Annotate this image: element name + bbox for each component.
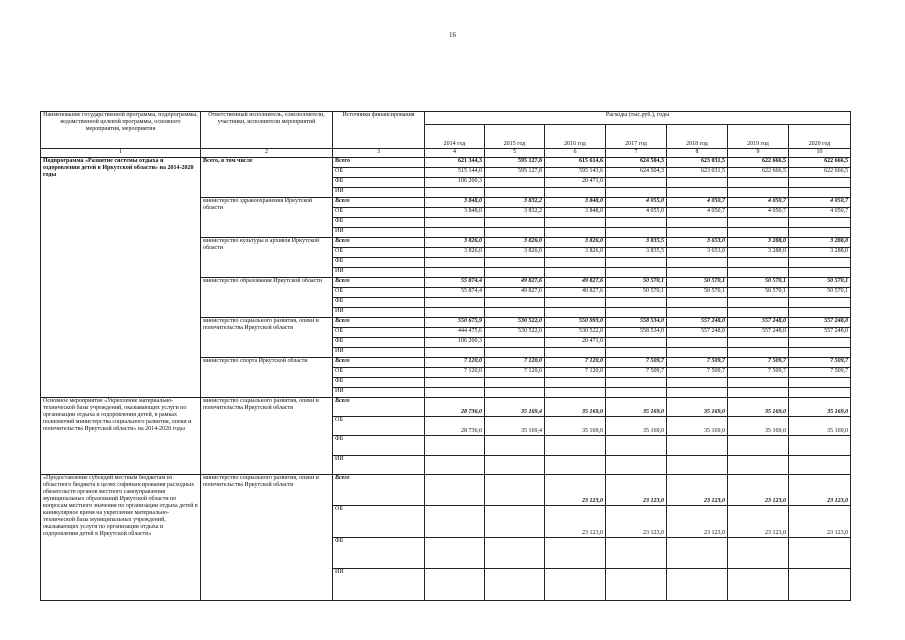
expense-value: 4 050,7 (728, 198, 789, 208)
expense-value (425, 569, 485, 601)
expense-value (485, 506, 545, 538)
expense-value: 23 123,0 (545, 506, 606, 538)
expense-value (667, 298, 728, 308)
expense-value (606, 436, 667, 455)
expense-value: 55 874,4 (425, 278, 485, 288)
expense-value: 557 248,0 (728, 318, 789, 328)
expense-value (485, 188, 545, 198)
expense-value (485, 258, 545, 268)
header-expenses: Расходы (тыс.руб.), годы (425, 112, 851, 125)
funding-source: Всего (333, 198, 425, 208)
expense-value: 3 288,0 (728, 238, 789, 248)
expense-value (485, 268, 545, 278)
expense-value: 7 120,0 (545, 358, 606, 368)
program-name: «Предоставление субсидий местным бюджетам из областного бюджета в целях софинансирования расходных обязательств органов местного самоуправления муниципальных образований Иркутской области по вопросам местного значения по организации отдыха детей в каникулярное время на укрепление материально-технической базы муниципальных учреждений, оказывающих услуги по организации отдыха и оздоровления детей в Иркутской области» (41, 474, 201, 600)
expense-value (485, 298, 545, 308)
expense-value (425, 474, 485, 506)
expense-value (667, 218, 728, 228)
expense-value (789, 436, 851, 455)
expense-value (728, 569, 789, 601)
expense-value: 558 534,0 (606, 318, 667, 328)
expense-value: 23 123,0 (789, 474, 851, 506)
expense-value (485, 218, 545, 228)
header-year: 2014 год (425, 125, 485, 149)
expense-value (667, 258, 728, 268)
expense-value (485, 348, 545, 358)
expense-value: 20 471,0 (545, 338, 606, 348)
expense-value (667, 228, 728, 238)
funding-source: ФБ (333, 338, 425, 348)
expense-value: 4 050,7 (789, 208, 851, 218)
expense-value (545, 537, 606, 569)
expense-value (545, 436, 606, 455)
funding-source: ФБ (333, 258, 425, 268)
expense-value (789, 298, 851, 308)
funding-source: ОБ (333, 368, 425, 378)
expense-value (425, 537, 485, 569)
header-row (41, 112, 851, 125)
expense-value: 4 055,0 (606, 208, 667, 218)
expense-value: 3 832,2 (485, 208, 545, 218)
table-row (41, 474, 851, 506)
expense-value (545, 268, 606, 278)
expense-value (485, 388, 545, 398)
expense-value (545, 569, 606, 601)
funding-source: Всего (333, 474, 425, 506)
expense-value (545, 308, 606, 318)
funding-source: ОБ (333, 168, 425, 178)
expense-value: 595 143,6 (545, 168, 606, 178)
expense-value (485, 338, 545, 348)
expense-value (425, 228, 485, 238)
executor-name: Всего, в том числе (201, 158, 333, 198)
expense-value: 3 835,5 (606, 238, 667, 248)
page-number: 16 (449, 31, 456, 39)
expense-value: 35 169,0 (728, 417, 789, 436)
executor-name: министерство образования Иркутской области (201, 278, 333, 318)
funding-source: ИИ (333, 268, 425, 278)
expense-value: 28 736,0 (425, 417, 485, 436)
expense-value (606, 455, 667, 474)
expense-value: 3 848,0 (425, 208, 485, 218)
expense-value: 3 832,2 (485, 198, 545, 208)
expense-value: 49 827,6 (545, 278, 606, 288)
expense-value: 23 123,0 (606, 474, 667, 506)
expense-value: 50 570,1 (606, 278, 667, 288)
expense-value: 23 123,0 (789, 506, 851, 538)
expense-value: 557 248,0 (667, 328, 728, 338)
header-year: 2018 год (667, 125, 728, 149)
expense-value: 23 123,0 (728, 506, 789, 538)
header-executor: Ответственный исполнитель, соисполнители, участники, исполнители мероприятий (201, 112, 333, 149)
funding-source: Всего (333, 318, 425, 328)
executor-name: министерство социального развития, опеки и попечительства Иркутской области (201, 318, 333, 358)
expense-value (485, 436, 545, 455)
expense-value (425, 218, 485, 228)
expense-value (789, 228, 851, 238)
expense-value (789, 268, 851, 278)
expense-value (606, 228, 667, 238)
expense-value (425, 188, 485, 198)
funding-source: Всего (333, 398, 425, 417)
executor-name: министерство здравоохранения Иркутской области (201, 198, 333, 238)
expense-value: 4 050,7 (728, 208, 789, 218)
expense-value: 23 123,0 (606, 506, 667, 538)
expense-value: 624 504,3 (606, 168, 667, 178)
expense-value (425, 388, 485, 398)
expense-value: 621 344,3 (425, 158, 485, 168)
expense-value (728, 338, 789, 348)
expense-value (789, 537, 851, 569)
expense-value (425, 298, 485, 308)
header-year: 2015 год (485, 125, 545, 149)
column-number: 6 (545, 149, 606, 158)
expense-value: 622 666,5 (728, 158, 789, 168)
expense-value: 557 248,0 (789, 318, 851, 328)
executor-name: министерство социального развития, опеки и попечительства Иркутской области (201, 398, 333, 475)
column-number: 3 (333, 149, 425, 158)
expense-value: 4 050,7 (789, 198, 851, 208)
expense-value: 550 993,0 (545, 318, 606, 328)
expense-value (728, 537, 789, 569)
expense-value (728, 268, 789, 278)
expense-value (485, 178, 545, 188)
funding-source: ИИ (333, 388, 425, 398)
expense-value (545, 378, 606, 388)
expense-value: 7 509,7 (606, 358, 667, 368)
funding-source: ОБ (333, 208, 425, 218)
expense-value (667, 188, 728, 198)
column-number: 4 (425, 149, 485, 158)
expense-value: 550 675,9 (425, 318, 485, 328)
expense-value: 7 120,0 (425, 368, 485, 378)
expense-value: 23 123,0 (667, 506, 728, 538)
expense-value: 530 522,0 (545, 328, 606, 338)
header-name: Наименование государственной программы, подпрограммы, ведомственной целевой программы, основного мероприятия, мероприятия (41, 112, 201, 149)
executor-name: министерство культуры и архивов Иркутской области (201, 238, 333, 278)
table-row (41, 398, 851, 417)
expense-value (606, 268, 667, 278)
funding-source: Всего (333, 278, 425, 288)
expense-value: 35 169,4 (485, 398, 545, 417)
expense-value (606, 378, 667, 388)
expense-value (728, 348, 789, 358)
expense-value: 4 055,0 (606, 198, 667, 208)
header-year: 2016 год (545, 125, 606, 149)
expense-value (667, 178, 728, 188)
expense-value: 622 666,5 (789, 168, 851, 178)
expense-value (485, 308, 545, 318)
expense-value (606, 308, 667, 318)
executor-name: министерство спорта Иркутской области (201, 358, 333, 398)
column-number: 9 (728, 149, 789, 158)
expense-value (545, 218, 606, 228)
expense-value: 35 169,0 (667, 398, 728, 417)
expense-value: 49 827,6 (485, 278, 545, 288)
expense-value: 4 050,7 (667, 208, 728, 218)
expense-value (606, 258, 667, 268)
expense-value (606, 218, 667, 228)
expense-value: 3 653,0 (667, 238, 728, 248)
expense-value: 35 169,0 (789, 417, 851, 436)
column-number: 7 (606, 149, 667, 158)
expense-value (789, 378, 851, 388)
expense-value (728, 258, 789, 268)
expense-value: 530 522,0 (485, 328, 545, 338)
expense-value: 7 509,7 (667, 368, 728, 378)
header-source: Источники финансирования (333, 112, 425, 149)
expense-value: 3 826,0 (485, 248, 545, 258)
expense-value (728, 228, 789, 238)
expense-value: 624 504,3 (606, 158, 667, 168)
expense-value (728, 298, 789, 308)
program-name: Подпрограмма «Развитие системы отдыха и оздоровления детей в Иркутской области» на 2014-2020 годы (41, 158, 201, 398)
expense-value: 557 248,0 (667, 318, 728, 328)
expense-value (667, 268, 728, 278)
expense-value (485, 378, 545, 388)
expense-value (667, 338, 728, 348)
funding-source: ФБ (333, 537, 425, 569)
expense-value: 28 736,0 (425, 398, 485, 417)
funding-source: ИИ (333, 308, 425, 318)
expense-value: 50 570,1 (728, 278, 789, 288)
expense-value: 7 120,0 (485, 368, 545, 378)
expense-value: 7 509,7 (728, 368, 789, 378)
expense-value (606, 569, 667, 601)
funding-source: ФБ (333, 378, 425, 388)
expense-value: 3 288,0 (789, 238, 851, 248)
expense-value: 35 169,0 (728, 398, 789, 417)
expense-value (667, 308, 728, 318)
expense-value (425, 348, 485, 358)
expense-value: 557 248,0 (789, 328, 851, 338)
expense-value (425, 378, 485, 388)
funding-source: ИИ (333, 569, 425, 601)
expense-value: 106 200,3 (425, 178, 485, 188)
expense-value: 7 120,0 (545, 368, 606, 378)
expense-value (667, 388, 728, 398)
expense-value (789, 258, 851, 268)
expense-value: 3 826,0 (425, 238, 485, 248)
expense-value: 49 827,6 (545, 288, 606, 298)
expense-value (485, 228, 545, 238)
expense-value: 557 248,0 (728, 328, 789, 338)
funding-source: ИИ (333, 228, 425, 238)
column-numbers-row (41, 149, 851, 158)
expense-value: 35 169,0 (667, 417, 728, 436)
expense-value: 50 570,1 (606, 288, 667, 298)
expense-value (485, 569, 545, 601)
expense-value (728, 436, 789, 455)
expense-value: 595 127,8 (485, 168, 545, 178)
expense-value (545, 228, 606, 238)
funding-source: ОБ (333, 248, 425, 258)
expense-value: 3 826,0 (425, 248, 485, 258)
expense-value: 595 127,8 (485, 158, 545, 168)
expense-value (425, 436, 485, 455)
expense-value: 50 570,1 (667, 278, 728, 288)
expense-value (728, 178, 789, 188)
expense-value: 55 874,4 (425, 288, 485, 298)
expense-value (789, 218, 851, 228)
expense-value: 7 120,0 (425, 358, 485, 368)
funding-source: ОБ (333, 506, 425, 538)
expense-value (425, 258, 485, 268)
expense-value (728, 218, 789, 228)
expense-value (667, 569, 728, 601)
expense-value (606, 188, 667, 198)
program-name: Основное мероприятие «Укрепление материально-технической базы учреждений, оказывающих услуги по организации отдыха и оздоровления детей, в рамках полномочий министерства социального развития, опеки и попечительства Иркутской области» на 2014-2020 годы (41, 398, 201, 475)
funding-source: Всего (333, 238, 425, 248)
expense-value: 3 848,0 (545, 208, 606, 218)
expense-value: 50 570,1 (667, 288, 728, 298)
expense-value (728, 388, 789, 398)
expense-value (606, 388, 667, 398)
column-number: 1 (41, 149, 201, 158)
expense-value: 50 570,1 (789, 278, 851, 288)
column-number: 10 (789, 149, 851, 158)
expense-value (667, 537, 728, 569)
column-number: 5 (485, 149, 545, 158)
expense-value (606, 298, 667, 308)
expense-value: 444 475,6 (425, 328, 485, 338)
expense-value: 3 288,0 (728, 248, 789, 258)
expense-value: 35 169,0 (545, 398, 606, 417)
expense-value: 7 509,7 (606, 368, 667, 378)
expense-value: 23 123,0 (667, 474, 728, 506)
expense-value: 623 031,5 (667, 158, 728, 168)
expense-value: 7 120,0 (485, 358, 545, 368)
expense-value (485, 537, 545, 569)
expense-value: 4 050,7 (667, 198, 728, 208)
expense-value: 23 123,0 (545, 474, 606, 506)
expense-value: 515 144,0 (425, 168, 485, 178)
funding-source: ОБ (333, 328, 425, 338)
funding-source: Всего (333, 158, 425, 168)
expense-value (789, 308, 851, 318)
funding-source: ФБ (333, 178, 425, 188)
expense-value (545, 348, 606, 358)
expense-value: 3 288,0 (789, 248, 851, 258)
expense-value: 623 031,5 (667, 168, 728, 178)
expense-value: 35 169,0 (606, 417, 667, 436)
expense-value: 622 666,5 (789, 158, 851, 168)
expense-value (789, 388, 851, 398)
expense-value (485, 474, 545, 506)
expense-value: 20 471,0 (545, 178, 606, 188)
expense-value (728, 378, 789, 388)
expense-value (667, 378, 728, 388)
column-number: 2 (201, 149, 333, 158)
funding-source: ИИ (333, 455, 425, 474)
expense-value (789, 455, 851, 474)
budget-table (40, 111, 851, 601)
expense-value: 35 169,0 (545, 417, 606, 436)
expense-value (545, 258, 606, 268)
expense-value (667, 455, 728, 474)
expense-value: 558 534,0 (606, 328, 667, 338)
expense-value (425, 308, 485, 318)
expense-value: 622 666,5 (728, 168, 789, 178)
expense-value: 3 848,0 (425, 198, 485, 208)
expense-value (606, 537, 667, 569)
expense-value: 3 826,0 (545, 238, 606, 248)
expense-value (728, 308, 789, 318)
expense-value: 106 200,3 (425, 338, 485, 348)
expense-value: 35 169,0 (789, 398, 851, 417)
funding-source: ИИ (333, 348, 425, 358)
expense-value (545, 455, 606, 474)
expense-value: 615 614,6 (545, 158, 606, 168)
expense-value: 3 848,0 (545, 198, 606, 208)
expense-value (789, 348, 851, 358)
expense-value: 530 522,0 (485, 318, 545, 328)
funding-source: Всего (333, 358, 425, 368)
expense-value: 3 826,0 (485, 238, 545, 248)
expense-value: 3 835,5 (606, 248, 667, 258)
expense-value (425, 506, 485, 538)
expense-value (789, 188, 851, 198)
executor-name: министерство социального развития, опеки и попечительства Иркутской области (201, 474, 333, 600)
funding-source: ФБ (333, 218, 425, 228)
header-year: 2019 год (728, 125, 789, 149)
expense-value (425, 455, 485, 474)
expense-value (667, 348, 728, 358)
expense-value (728, 455, 789, 474)
header-year: 2017 год (606, 125, 667, 149)
expense-value: 49 827,6 (485, 288, 545, 298)
expense-value: 3 653,0 (667, 248, 728, 258)
expense-value (606, 338, 667, 348)
expense-value: 7 509,7 (728, 358, 789, 368)
expense-value (789, 569, 851, 601)
table-row (41, 158, 851, 168)
expense-value (789, 178, 851, 188)
column-number: 8 (667, 149, 728, 158)
expense-value (606, 348, 667, 358)
funding-source: ОБ (333, 417, 425, 436)
header-year: 2020 год (789, 125, 851, 149)
funding-source: ИИ (333, 188, 425, 198)
expense-value: 50 570,1 (728, 288, 789, 298)
expense-value (667, 436, 728, 455)
expense-value: 35 169,0 (606, 398, 667, 417)
expense-value (425, 268, 485, 278)
expense-value (485, 455, 545, 474)
funding-source: ФБ (333, 436, 425, 455)
expense-value: 23 123,0 (728, 474, 789, 506)
expense-value (545, 188, 606, 198)
funding-source: ФБ (333, 298, 425, 308)
expense-value (606, 178, 667, 188)
expense-value (789, 338, 851, 348)
expense-value: 35 169,4 (485, 417, 545, 436)
expense-value: 3 826,0 (545, 248, 606, 258)
funding-source: ОБ (333, 288, 425, 298)
expense-value: 7 509,7 (667, 358, 728, 368)
expense-value: 7 509,7 (789, 368, 851, 378)
expense-value: 50 570,1 (789, 288, 851, 298)
expense-value (545, 388, 606, 398)
expense-value: 7 509,7 (789, 358, 851, 368)
expense-value (545, 298, 606, 308)
expense-value (728, 188, 789, 198)
